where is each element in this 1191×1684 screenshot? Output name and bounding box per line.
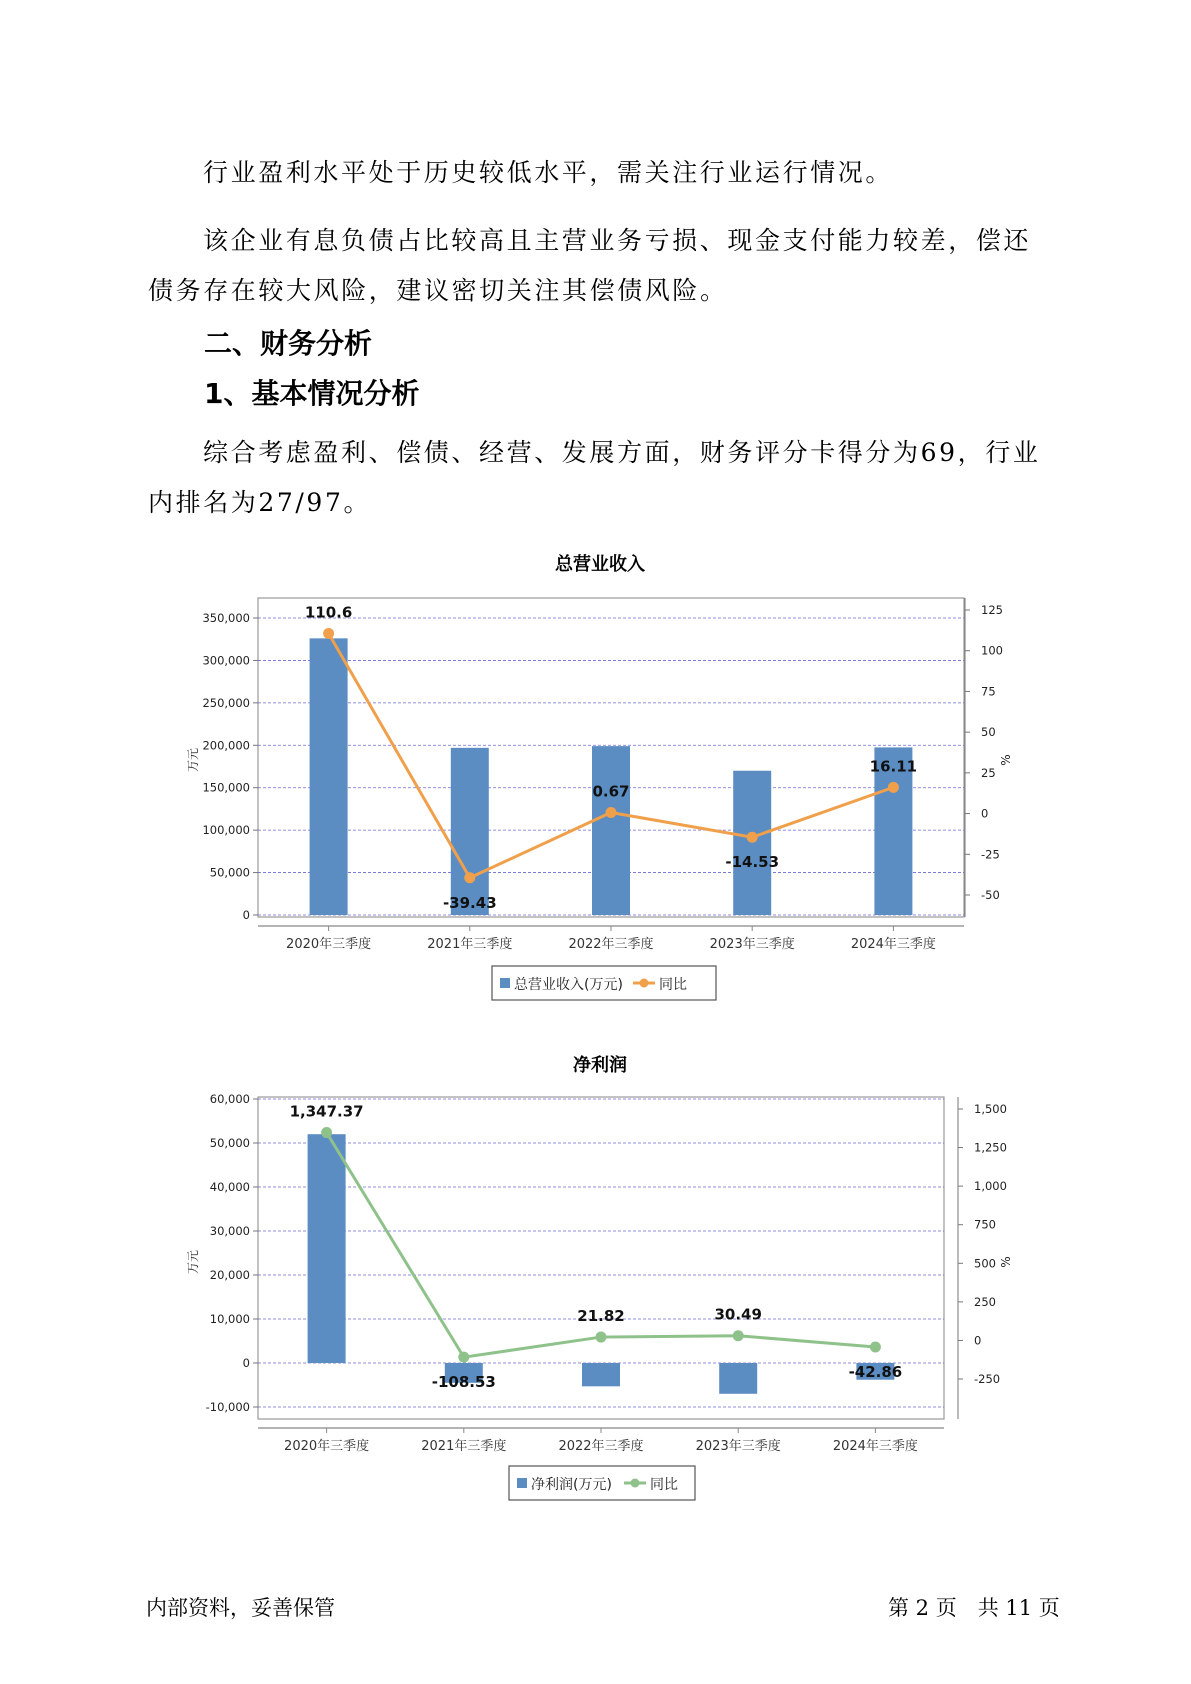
x-tick-label: 2021年三季度 [421, 1439, 507, 1454]
yoy-data-label: -42.86 [848, 1363, 903, 1382]
yoy-data-label: 1,347.37 [289, 1102, 364, 1121]
chart-title: 净利润 [573, 1055, 627, 1076]
subsection-heading-basic-analysis: 1、基本情况分析 [204, 377, 420, 410]
x-tick-label: 2022年三季度 [558, 1439, 644, 1454]
y2-tick-label: 0 [981, 806, 989, 821]
paragraph-score-summary: 综合考虑盈利、偿债、经营、发展方面，财务评分卡得分为69，行业内排名为27/97。 [148, 438, 1041, 517]
y2-tick-label: -25 [981, 847, 1000, 862]
x-tick-label: 2024年三季度 [850, 937, 936, 952]
y-tick-label: 10,000 [209, 1312, 250, 1326]
paragraph-debt-risk: 该企业有息负债占比较高且主营业务亏损、现金支付能力较差，偿还债务存在较大风险，建议密切关注其偿债风险。 [148, 226, 1032, 305]
y-tick-label: 200,000 [202, 738, 250, 753]
y2-axis-label: % [999, 754, 1013, 766]
legend-line-label: 同比 [650, 1477, 678, 1493]
y-tick-label: 250,000 [202, 695, 250, 710]
y-tick-label: 300,000 [202, 653, 250, 668]
y-tick-label: 40,000 [209, 1180, 250, 1194]
y2-tick-label: 25 [981, 765, 996, 780]
y-tick-label: 50,000 [209, 865, 250, 880]
yoy-data-label: 110.6 [304, 603, 353, 622]
y-tick-label: 30,000 [209, 1224, 250, 1238]
yoy-point [870, 1342, 881, 1353]
footer-page-number: 第 2 页 共 11 页 [888, 1596, 1060, 1620]
y2-tick-label: 50 [981, 725, 996, 740]
y2-tick-label: 250 [974, 1294, 996, 1309]
legend-line-marker [631, 1479, 640, 1488]
y2-tick-label: 1,500 [974, 1102, 1007, 1116]
yoy-point [458, 1352, 469, 1363]
y2-tick-label: 100 [981, 643, 1003, 658]
yoy-data-label: 30.49 [714, 1305, 762, 1324]
y-axis-label: 万元 [186, 747, 200, 773]
section-heading-financial-analysis: 二、财务分析 [204, 327, 373, 360]
x-tick-label: 2023年三季度 [709, 937, 795, 952]
y2-tick-label: 0 [974, 1333, 982, 1348]
x-tick-label: 2020年三季度 [284, 1439, 370, 1454]
x-tick-label: 2021年三季度 [427, 937, 513, 952]
y-tick-label: 150,000 [202, 780, 250, 795]
x-tick-label: 2020年三季度 [286, 937, 372, 952]
y-tick-label: 50,000 [209, 1136, 250, 1150]
y-axis-label: 万元 [186, 1249, 200, 1275]
footer-confidential-note: 内部资料，妥善保管 [146, 1596, 335, 1620]
y-tick-label: -10,000 [205, 1400, 250, 1414]
bar [582, 1363, 620, 1386]
y-tick-label: 20,000 [209, 1268, 250, 1282]
y2-axis-label: % [999, 1256, 1013, 1268]
bar [719, 1363, 757, 1394]
paragraph-industry-profit: 行业盈利水平处于历史较低水平，需关注行业运行情况。 [203, 158, 894, 187]
y-tick-label: 60,000 [209, 1092, 250, 1106]
x-tick-label: 2022年三季度 [568, 937, 654, 952]
yoy-data-label: -14.53 [725, 853, 780, 872]
yoy-data-label: -39.43 [442, 893, 497, 912]
legend-bar-label: 总营业收入(万元) [514, 977, 623, 993]
y-tick-label: 100,000 [202, 823, 250, 838]
yoy-data-label: -108.53 [431, 1373, 496, 1392]
y2-tick-label: 125 [981, 603, 1003, 617]
y-tick-label: 0 [242, 1356, 250, 1370]
y2-tick-label: 1,250 [974, 1140, 1007, 1155]
legend-bar-swatch [517, 1478, 527, 1488]
y2-tick-label: 1,000 [974, 1179, 1007, 1194]
y2-tick-label: 500 [974, 1256, 996, 1271]
x-tick-label: 2023年三季度 [695, 1439, 781, 1454]
yoy-data-label: 21.82 [577, 1307, 625, 1326]
yoy-point [321, 1127, 332, 1138]
y2-tick-label: 750 [974, 1217, 996, 1232]
legend-bar-label: 净利润(万元) [531, 1477, 612, 1493]
yoy-point [596, 1332, 607, 1343]
y-tick-label: 350,000 [202, 611, 250, 625]
yoy-data-label: 0.67 [592, 782, 630, 801]
y2-tick-label: -250 [974, 1372, 1001, 1386]
y2-tick-label: 75 [981, 684, 996, 699]
y-tick-label: 0 [242, 908, 250, 922]
legend-line-label: 同比 [659, 977, 687, 993]
yoy-point [733, 1330, 744, 1341]
yoy-data-label: 16.11 [869, 757, 918, 776]
y2-tick-label: -50 [981, 888, 1000, 902]
x-tick-label: 2024年三季度 [832, 1439, 918, 1454]
bar [308, 1134, 346, 1363]
chart-title: 总营业收入 [555, 554, 645, 575]
